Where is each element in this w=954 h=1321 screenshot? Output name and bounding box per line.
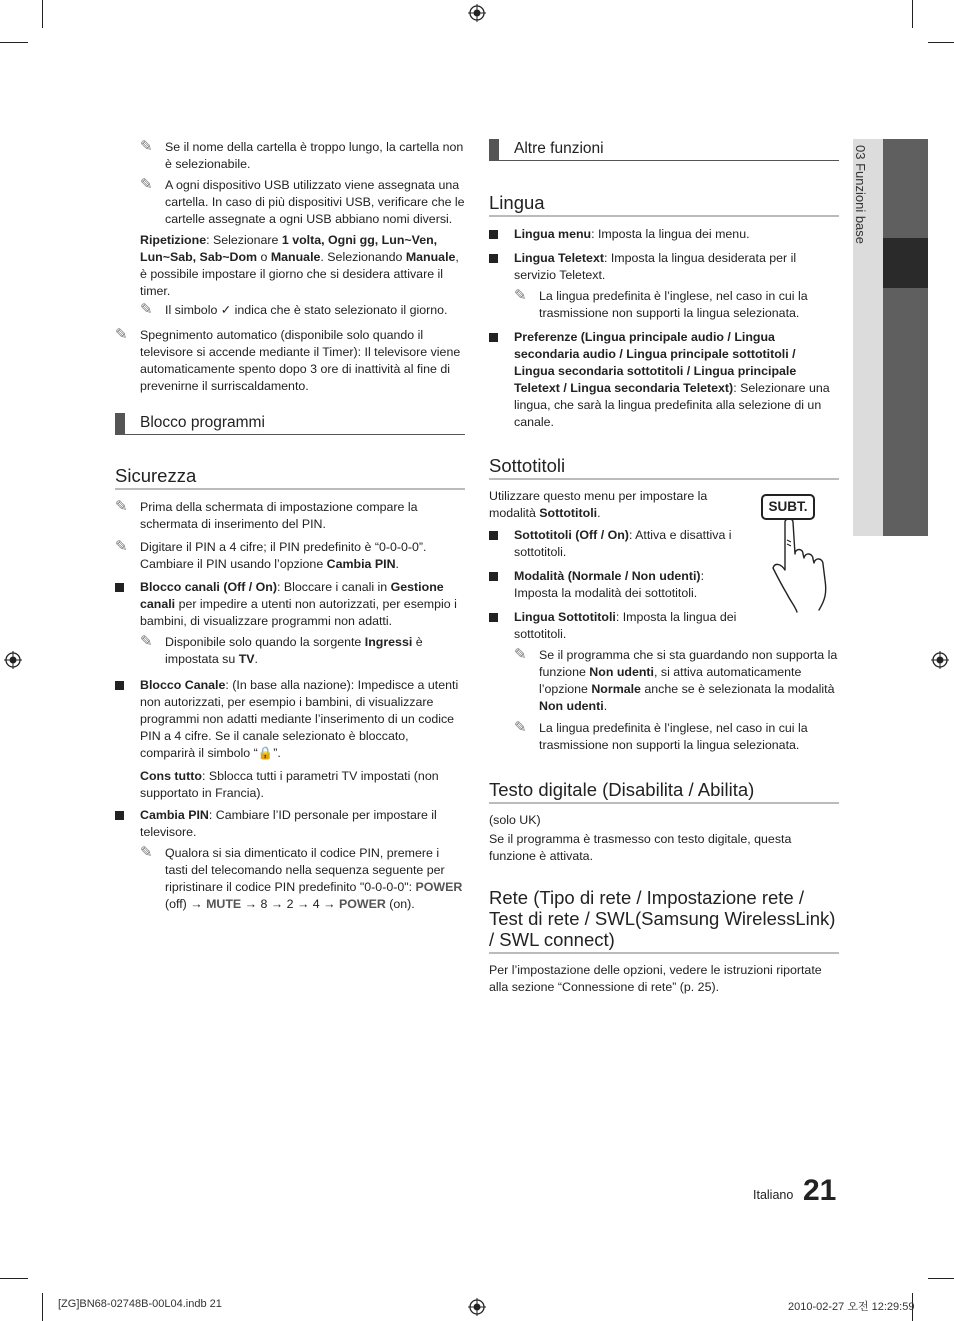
note: ✎ Qualora si sia dimenticato il codice PIN, premere i tasti del telecomando nella sequenza seguente per ripristinare il codice PIN predefinito "0-0-0-0": POWER (off) → MUTE → 8 → 2 → 4 → POWER (on). (140, 844, 463, 911)
crop-mark (42, 0, 43, 28)
pencil-note-icon: ✎ (514, 287, 527, 304)
paragraph-sottotitoli-intro: Utilizzare questo menu per impostare la modalità Sottotitoli. (489, 489, 708, 520)
bullet-square-icon (489, 531, 498, 540)
lock-icon: 🔒 (257, 746, 274, 760)
note: ✎ La lingua predefinita è l’inglese, nel caso in cui la trasmissione non supporti la lingua selezionata. (514, 719, 808, 752)
paragraph-solo-uk: (solo UK) (489, 813, 541, 827)
crop-mark (42, 1293, 43, 1321)
bullet-square-icon (115, 811, 124, 820)
note: ✎ La lingua predefinita è l’inglese, nel caso in cui la trasmissione non supporti la lingua selezionata. (514, 287, 808, 320)
bullet-blocco-canali: Blocco canali (Off / On): Bloccare i canali in Gestione canali per impedire a utenti non autorizzati, per esempio i bambini, di visualizzare programmi non adatti. (115, 579, 465, 630)
hand-pointing-icon (771, 518, 839, 614)
crop-mark (0, 42, 28, 43)
bullet-preferenze: Preferenze (Lingua principale audio / Lingua secondaria audio / Lingua principale sottotitoli / Lingua secondaria sottotitoli / Lingua principale Teletext / Lingua secondaria Teletext): Selezionare una lingua, che sarà la lingua predefinita alla selezione di un canale. (489, 329, 839, 431)
bullet-lingua-sottotitoli: Lingua Sottotitoli: Imposta la lingua dei sottotitoli. (489, 609, 744, 643)
pencil-note-icon: ✎ (140, 138, 153, 155)
registration-mark-icon (931, 651, 949, 669)
pencil-note-icon: ✎ (115, 326, 128, 343)
note: ✎ Se il programma che si sta guardando non supporta la funzione Non udenti, si attiva automaticamente l’opzione Normale anche se è selezionata la modalità Non udenti. (514, 646, 838, 713)
bullet-blocco-canale: Blocco Canale: (In base alla nazione): Impedisce a utenti non autorizzati, per esempio i bambini, di visualizzare programmi non adatti mediante l’inserimento di un codice PIN a 4 cifre. Se il canale selezionato è bloccato, comparirà il simbolo “🔒”. (115, 677, 465, 762)
pencil-note-icon: ✎ (514, 719, 527, 736)
bullet-square-icon (489, 613, 498, 622)
note: ✎ Se il nome della cartella è troppo lungo, la cartella non è selezionabile. (140, 138, 464, 171)
crop-mark (928, 1278, 954, 1279)
paragraph-rete: Per l’impostazione delle opzioni, vedere le istruzioni riportate alla sezione “Connessione di rete” (p. 25). (489, 963, 822, 994)
crop-mark (0, 1278, 28, 1279)
right-column (489, 139, 839, 996)
bullet-square-icon (489, 572, 498, 581)
bullet-square-icon (489, 254, 498, 263)
bullet-sottotitoli: Sottotitoli (Off / On): Attiva e disattiva i sottotitoli. (489, 527, 744, 561)
header-bar (489, 139, 499, 160)
heading-lingua: Lingua (489, 192, 839, 217)
print-date-info: 2010-02-27 오전 12:29:59 (788, 1301, 915, 1313)
page-number: 21 (803, 1174, 837, 1207)
footer-language: Italiano (753, 1188, 794, 1202)
print-file-info: [ZG]BN68-02748B-00L04.indb 21 (58, 1298, 222, 1310)
chapter-tab-marker (883, 238, 928, 288)
bullet-cambia-pin: Cambia PIN: Cambiare l’ID personale per impostare il televisore. (115, 807, 465, 841)
crop-mark (928, 42, 954, 43)
note: ✎ Disponibile solo quando la sorgente Ingressi è impostata su TV. (140, 633, 423, 666)
bullet-square-icon (489, 333, 498, 342)
paragraph-cons-tutto: Cons tutto: Sblocca tutti i parametri TV impostati (non supportato in Francia). (140, 769, 439, 800)
chapter-label: 03 Funzioni base (853, 145, 868, 245)
checkmark-icon: ✓ (220, 303, 232, 317)
heading-sottotitoli: Sottotitoli (489, 455, 839, 480)
pencil-note-icon: ✎ (115, 498, 128, 515)
pencil-note-icon: ✎ (140, 844, 153, 861)
pencil-note-icon: ✎ (140, 176, 153, 193)
note: ✎ Il simbolo ✓ indica che è stato selezionato il giorno. (140, 301, 448, 318)
pencil-note-icon: ✎ (140, 633, 153, 650)
section-header-blocco: Blocco programmi (115, 413, 465, 435)
bullet-lingua-teletext: Lingua Teletext: Imposta la lingua desiderata per il servizio Teletext. (489, 250, 839, 284)
heading-sicurezza: Sicurezza (115, 465, 465, 490)
pencil-note-icon: ✎ (514, 646, 527, 663)
note: ✎ A ogni dispositivo USB utilizzato viene assegnata una cartella. In caso di più dispositivi USB, verificare che le cartelle assegnate a ogni USB abbiano nomi diversi. (140, 176, 465, 226)
header-bar (115, 413, 125, 434)
note: ✎ Digitare il PIN a 4 cifre; il PIN predefinito è “0-0-0-0”. Cambiare il PIN usando l’opzione Cambia PIN. (115, 538, 427, 571)
bullet-lingua-menu: Lingua menu: Imposta la lingua dei menu. (489, 226, 839, 243)
bullet-square-icon (489, 230, 498, 239)
bullet-square-icon (115, 583, 124, 592)
heading-rete: Rete (Tipo di rete / Impostazione rete / Test di rete / SWL(Samsung WirelessLink) / SWL connect) (489, 887, 839, 954)
note: ✎ Prima della schermata di impostazione compare la schermata di inserimento del PIN. (115, 498, 418, 531)
chapter-tab-dark (883, 139, 928, 536)
pencil-note-icon: ✎ (140, 301, 153, 318)
section-header-altre: Altre funzioni (489, 139, 839, 161)
crop-mark (912, 0, 913, 28)
registration-mark-icon (468, 1298, 486, 1316)
pencil-note-icon: ✎ (115, 538, 128, 555)
subt-button: SUBT. (761, 494, 815, 520)
bullet-square-icon (115, 681, 124, 690)
bullet-modalita: Modalità (Normale / Non udenti): Imposta la modalità dei sottotitoli. (489, 568, 744, 602)
left-column (115, 139, 465, 913)
registration-mark-icon (4, 651, 22, 669)
registration-mark-icon (468, 4, 486, 22)
heading-testo-digitale: Testo digitale (Disabilita / Abilita) (489, 779, 839, 804)
paragraph-testo: Se il programma è trasmesso con testo digitale, questa funzione è attivata. (489, 832, 792, 863)
note: ✎ Spegnimento automatico (disponibile solo quando il televisore si accende mediante il Timer): Il televisore viene automaticamente spento dopo 3 ore di inattività al fine di prevenirne il surriscaldamento. (115, 326, 461, 393)
remote-subt-illustration (759, 488, 839, 618)
paragraph-ripetizione: Ripetizione: Selezionare 1 volta, Ogni gg, Lun~Ven, Lun~Sab, Sab~Dom o Manuale. Selezionando Manuale, è possibile impostare il giorno che si desidera attivare il timer. (140, 233, 459, 298)
